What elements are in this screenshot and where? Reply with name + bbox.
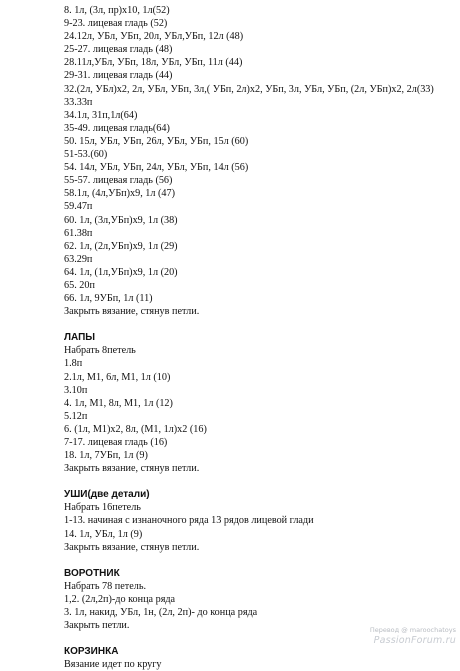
pattern-row: 65. 20п <box>64 279 95 291</box>
pattern-row: 62. 1л, (2л,УБп)х9, 1л (29) <box>64 240 178 252</box>
pattern-row: 8. 1л, (3л, пр)х10, 1л(52) <box>64 5 170 16</box>
pattern-row: 34.1л, 31п,1л(64) <box>64 109 138 121</box>
section-heading: КОРЗИНКА <box>64 646 119 658</box>
pattern-row: 14. 1л, УБл, 1л (9) <box>64 528 143 540</box>
pattern-row: 35-49. лицевая гладь(64) <box>64 122 170 134</box>
section-spacer <box>64 318 454 331</box>
pattern-row: Закрыть вязание, стянув петли. <box>64 306 200 318</box>
pattern-row: 4. 1л, М1, 8л, М1, 1л (12) <box>64 397 173 409</box>
pattern-row: Набрать 8петель <box>64 345 136 357</box>
section-spacer <box>64 554 454 567</box>
section-spacer <box>64 475 454 488</box>
pattern-text <box>64 4 454 671</box>
watermark-logo: PassionForum.ru <box>373 635 456 646</box>
section-heading: УШИ(две детали) <box>64 489 150 501</box>
pattern-row: Закрыть петли. <box>64 620 130 632</box>
body-block <box>64 4 454 318</box>
pattern-row: 63.29п <box>64 253 93 265</box>
watermark <box>370 626 456 647</box>
section-basket <box>64 645 454 671</box>
pattern-row: 58.1л, (4л,УБп)х9, 1л (47) <box>64 188 176 200</box>
pattern-row: 66. 1л, 9УБп, 1л (11) <box>64 293 153 305</box>
pattern-row: 50. 15л, УБл, УБп, 26л, УБл, УБп, 15л (60) <box>64 135 249 147</box>
pattern-row: 2.1л, М1, 6л, М1, 1л (10) <box>64 371 171 383</box>
pattern-row: Набрать 16петель <box>64 502 141 514</box>
pattern-row: 29-31. лицевая гладь (44) <box>64 70 173 82</box>
pattern-row: 3. 1л, накид, УБл, 1н, (2л, 2п)- до конца ряда <box>64 607 258 619</box>
pattern-row: 1.8п <box>64 358 83 370</box>
pattern-row: Закрыть вязание, стянув петли. <box>64 541 200 553</box>
watermark-credit: Перевод @ maroochatoys <box>369 626 456 634</box>
pattern-row: 61.38п <box>64 227 93 239</box>
pattern-row: 9-23. лицевая гладь (52) <box>64 18 168 30</box>
pattern-row: 54. 14л, УБл, УБп, 24л, УБл, УБп, 14л (56) <box>64 162 249 174</box>
pattern-row: 51-53.(60) <box>64 149 108 161</box>
section-heading: ЛАПЫ <box>64 332 96 344</box>
pattern-row: 64. 1л, (1л,УБп)х9, 1л (20) <box>64 266 178 278</box>
pattern-row: 60. 1л, (3л,УБп)х9, 1л (38) <box>64 214 178 226</box>
section-ears <box>64 488 454 553</box>
section-collar <box>64 567 454 632</box>
pattern-row: 55-57. лицевая гладь (56) <box>64 175 173 187</box>
pattern-row: 3.10п <box>64 384 88 396</box>
pattern-row: 33.33п <box>64 96 93 108</box>
pattern-row: Набрать 78 петель. <box>64 580 147 592</box>
pattern-row: 6. (1л, М1)х2, 8л, (М1, 1л)х2 (16) <box>64 423 207 435</box>
section-paws <box>64 331 454 475</box>
pattern-row: Закрыть вязание, стянув петли. <box>64 463 200 475</box>
pattern-row: 7-17. лицевая гладь (16) <box>64 437 168 448</box>
pattern-row: 28.11л,УБл, УБп, 18л, УБл, УБп, 11л (44) <box>64 57 243 69</box>
pattern-row: 18. 1л, 7УБп, 1л (9) <box>64 450 148 462</box>
pattern-row: 1,2. (2л,2п)-до конца ряда <box>64 593 176 605</box>
pattern-row: 24.12л, УБл, УБп, 20л, УБл,УБп, 12л (48) <box>64 31 244 43</box>
pattern-row: 32.(2л, УБл)х2, 2л, УБл, УБп, 3л,( УБп, 2л)х2, УБп, 3л, УБл, УБп, (2л, УБп)х2, 2л(33) <box>64 83 434 95</box>
pattern-row: Вязание идет по кругу <box>64 659 162 671</box>
pattern-row: 5.12п <box>64 410 88 422</box>
section-heading: ВОРОТНИК <box>64 567 120 579</box>
pattern-row: 59.47п <box>64 201 93 213</box>
pattern-row: 25-27. лицевая гладь (48) <box>64 44 173 56</box>
pattern-row: 1-13. начиная с изнаночного ряда 13 рядов лицевой глади <box>64 515 314 527</box>
